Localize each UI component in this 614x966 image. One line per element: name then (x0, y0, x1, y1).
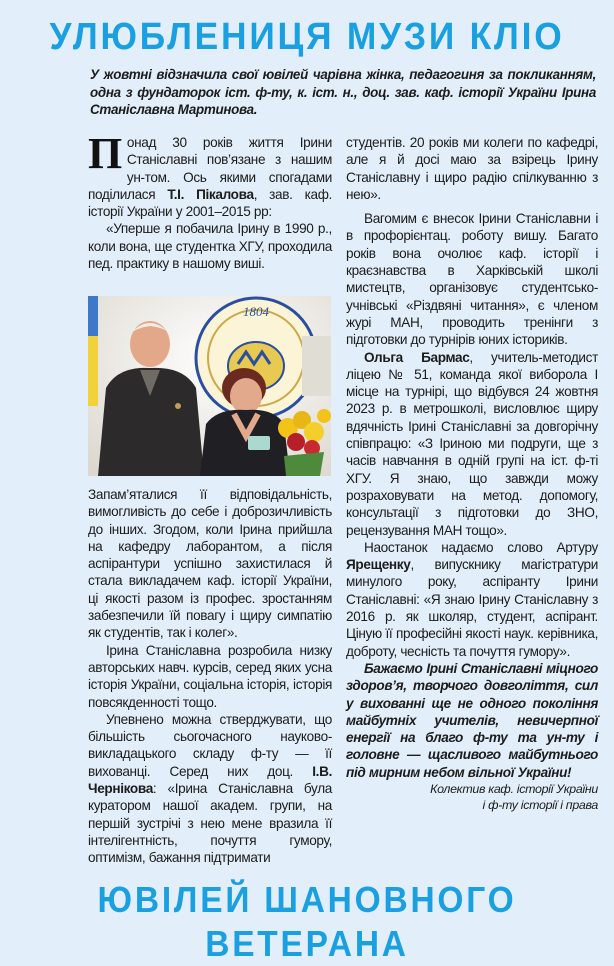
paragraph-career-guidance: Вагомим є внесок Ірини Станіславни і в профорієнтац. роботу вишу. Багато років вона очолює каф. історії і краєзнавства в Харківській школі мистецтв, організовує студентсько-учнівські «Різдвяні читання», є членом журі МАН, проводить тренінги з підготовки до турнірів юних істориків. (346, 211, 598, 348)
barmas-text: , учитель-методист ліцею № 51, команда якої виборола І місце на турнірі, що відбувся 24 жовтня 2023 р. в метрошколі, висловлює щиру вдячність Ірині Станіславні за довгорічну співпрацю: «З Іриною ми подруги, ще з часів навчання в одній групі на іст. ф-ті ХГУ. Я знаю, що завжди можу розраховувати на метод. допомогу, консультації з підготовки до ЗНО, рецензування МАН тощо». (346, 349, 598, 538)
emblem-year: 1804 (243, 304, 269, 319)
signature-line-2: і ф-ту історії і права (482, 797, 598, 812)
yareshchenko-intro: Наостанок надаємо слово Артуру (364, 539, 598, 555)
person-name-yareshchenko: Ярещенку (346, 557, 411, 573)
column-2 (346, 134, 598, 813)
column-1-bottom (88, 486, 332, 867)
column-1-top (88, 129, 332, 272)
paragraph-students (88, 711, 332, 867)
person-name-chernikova: І.В. Чернікова (88, 763, 332, 797)
paragraph-yareshchenko (346, 539, 598, 660)
paragraph-colleagues: студентів. 20 років ми колеги по кафедрі, але я й досі маю за взірець Ірину Станіславну і щиро радію спілкуванню з нею». (346, 135, 598, 202)
paragraph-quote-start: «Уперше я побачила Ірину в 1990 р., коли вона, ще студентка ХГУ, проходила пед. практику в нашому виші. (88, 221, 332, 272)
article-headline: УЛЮБЛЕНИЦЯ МУЗИ КЛІО (49, 16, 565, 58)
photo-illustration (88, 296, 331, 476)
students-text-end: : «Ірина Станіславна була куратором нашої академ. групи, на першій зустрічі з нею мене вразила її інтелігентність, почуття гумору, оптимізм, бажання підтримати (88, 781, 332, 866)
next-article-headline: ЮВІЛЕЙ ШАНОВНОГО ВЕТЕРАНА (97, 879, 517, 964)
yareshchenko-text: , випускнику магістратури минулого року, аспіранту Ірини Станіславні: «Я знаю Ірину Станіславну з 2016 р. як школяр, студент, аспірант. Ціную її професійні якості наук. керівника, доброту, чесність та почуття гумору». (346, 557, 598, 659)
person-name-pikalova: Т.І. Пікалова (167, 186, 254, 202)
intro-text-end: , зав. каф. історії України у 2001–2015 рр: (88, 186, 332, 220)
portrait-photo (88, 296, 331, 476)
paragraph-quote-end: Запам’яталися її відповідальність, вимогливість до себе і доброзичливість до інших. Згодом, коли Ірина прийшла на кафедру лаборантом, а після аспірантури успішно захистилася й стала викладачем каф. історії України, ці якості разом із профес. зростанням забезпечили їй повагу і щиру симпатію як студентів, так і колег». (88, 487, 332, 641)
drop-cap: П (88, 129, 122, 178)
intro-text: онад 30 років життя Ірини Станіславні пов’язане з нашим ун-том. Ось якими спогадами поділилася (88, 135, 332, 202)
article-lead: У жовтні відзначила свої ювілей чарівна жінка, педагогиня за покликанням, одна з фундаторок іст. ф-ту, к. іст. н., доц. зав. каф. історії України Ірина Станіславна Мартинова. (90, 67, 596, 117)
person-name-barmas: Ольга Бармас (364, 349, 470, 365)
paragraph-courses: Ірина Станіславна розробила низку авторських навч. курсів, серед яких усна історія України, соціальна історія, історія повсякденності тощо. (88, 642, 332, 710)
paragraph-wishes: Бажаємо Ірині Станіславні міцного здоров’я, творчого довголіття, сил у вихованні ще не одного покоління майбутніх учителів, невичерпної енергії на благо ф-ту та ун-ту і головне — щасливого майбутнього під мирним небом вільної України! (346, 660, 598, 780)
students-text: Упевнено можна стверджувати, що більшість сьогочасного науково-викладацького складу ф-ту — її вихованці. Серед них доц. (88, 711, 332, 779)
paragraph-intro (88, 129, 332, 220)
paragraph-barmas (346, 349, 598, 539)
signature-line-1: Колектив каф. історії України (430, 781, 598, 796)
